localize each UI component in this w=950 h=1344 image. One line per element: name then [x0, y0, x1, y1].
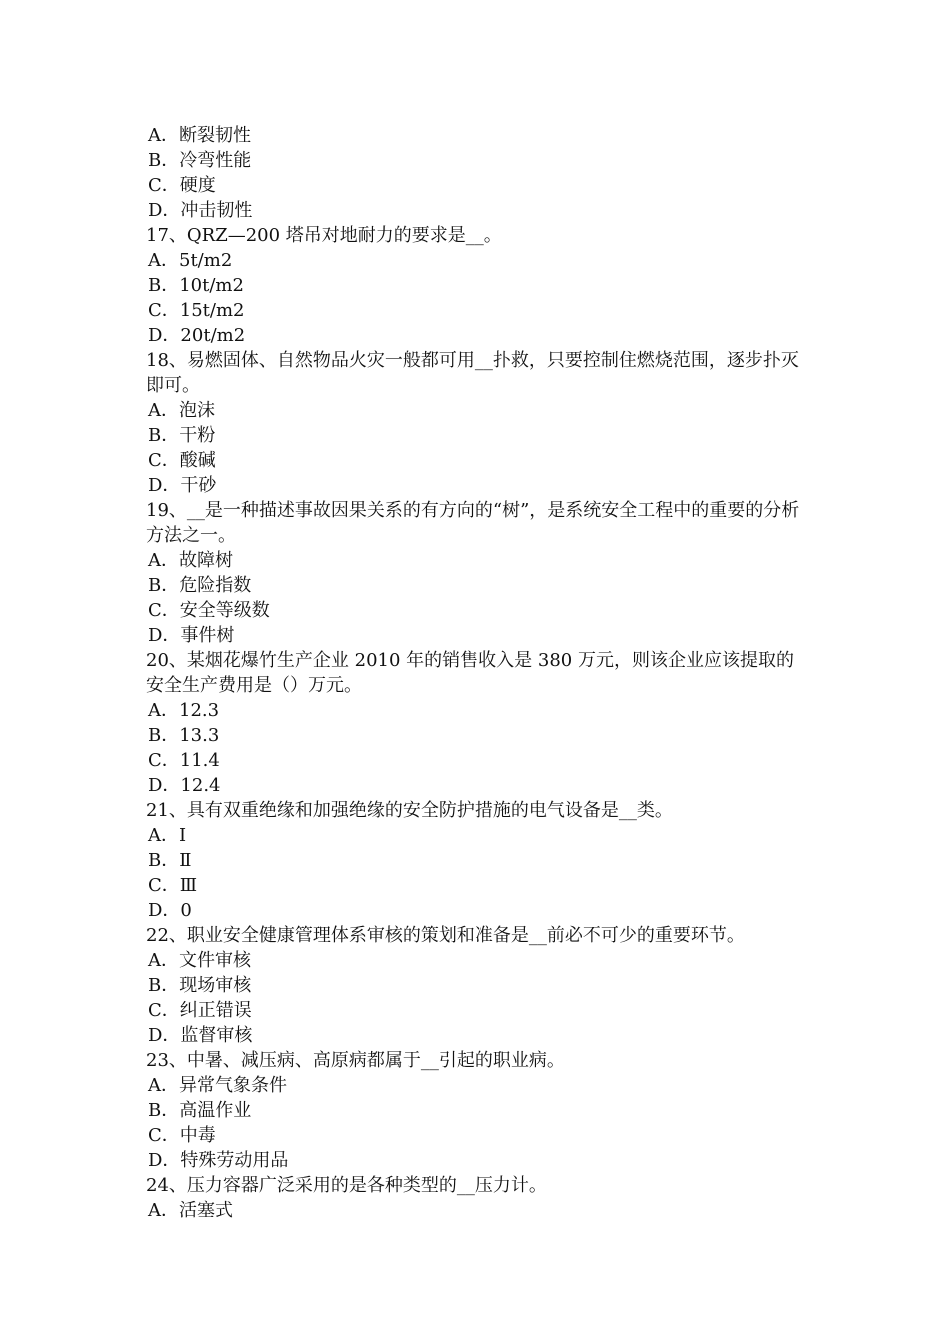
answer-option: A．断裂韧性 [148, 125, 251, 146]
answer-option: C．11.4 [148, 750, 220, 771]
question-text: 23、中暑、减压病、高原病都属于__引起的职业病。 [146, 1050, 565, 1071]
answer-option: A．文件审核 [148, 950, 251, 971]
question-text: 24、压力容器广泛采用的是各种类型的__压力计。 [146, 1175, 547, 1196]
answer-option: D．12.4 [148, 775, 221, 796]
answer-option: A．12.3 [148, 700, 220, 721]
answer-option: B．现场审核 [148, 975, 252, 996]
answer-option: A．Ⅰ [148, 825, 187, 846]
answer-option: D．特殊劳动用品 [148, 1150, 289, 1171]
answer-option: B．Ⅱ [148, 850, 192, 871]
answer-option: C．中毒 [148, 1125, 216, 1146]
answer-option: B．干粉 [148, 425, 216, 446]
answer-option: B．高温作业 [148, 1100, 252, 1121]
answer-option: A．异常气象条件 [148, 1075, 287, 1096]
answer-option: C．安全等级数 [148, 600, 270, 621]
question-text: 22、职业安全健康管理体系审核的策划和准备是__前必不可少的重要环节。 [146, 925, 745, 946]
answer-option: D．事件树 [148, 625, 235, 646]
question-text: 18、易燃固体、自然物品火灾一般都可用__扑救，只要控制住燃烧范围，逐步扑灭即可。 [146, 350, 799, 396]
answer-option: A．故障树 [148, 550, 233, 571]
question-text: 21、具有双重绝缘和加强绝缘的安全防护措施的电气设备是__类。 [146, 800, 673, 821]
answer-option: B．13.3 [148, 725, 220, 746]
answer-option: D．20t/m2 [148, 325, 246, 346]
answer-option: D．冲击韧性 [148, 200, 253, 221]
answer-option: C．纠正错误 [148, 1000, 252, 1021]
answer-option: A．5t/m2 [148, 250, 233, 271]
question-text: 17、QRZ—200 塔吊对地耐力的要求是__。 [146, 225, 502, 246]
answer-option: D．0 [148, 900, 192, 921]
answer-option: B．冷弯性能 [148, 150, 252, 171]
answer-option: D．干砂 [148, 475, 217, 496]
answer-option: A．活塞式 [148, 1200, 233, 1221]
answer-option: A．泡沫 [148, 400, 215, 421]
question-text: 20、某烟花爆竹生产企业 2010 年的销售收入是 380 万元，则该企业应该提取的安全生产费用是（）万元。 [146, 650, 794, 696]
answer-option: C．Ⅲ [148, 875, 198, 896]
answer-option: C．15t/m2 [148, 300, 245, 321]
question-text: 19、__是一种描述事故因果关系的有方向的“树”，是系统安全工程中的重要的分析方法之一。 [146, 500, 800, 546]
answer-option: B．10t/m2 [148, 275, 244, 296]
answer-option: D．监督审核 [148, 1025, 253, 1046]
question-list [146, 123, 810, 1223]
answer-option: B．危险指数 [148, 575, 252, 596]
answer-option: C．硬度 [148, 175, 216, 196]
answer-option: C．酸碱 [148, 450, 216, 471]
